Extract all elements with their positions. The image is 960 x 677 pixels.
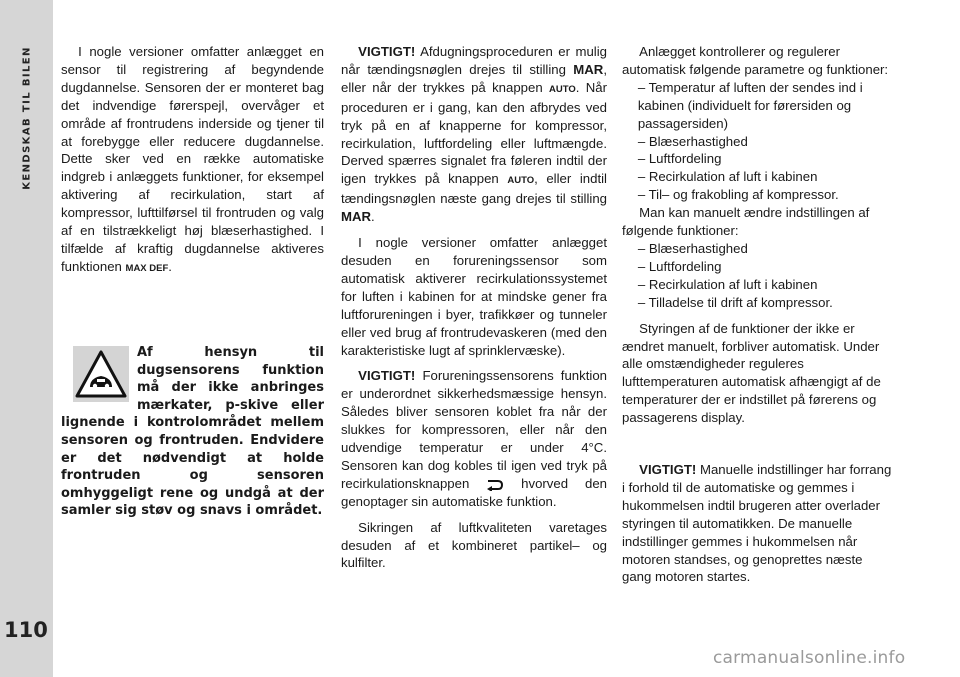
column-1 bbox=[61, 43, 324, 278]
paragraph-pollution-sensor: I nogle versioner omfatter anlægget desuden en forureningssensor som automatisk aktiverer recirkulationssystemet for luften i kabinen for at mindske gener fra luftforureningen i byer, trafikkøer og tunneler eller ved brug af frontrudevaskeren (med den karakteristiske lugt af sprinklervæske). bbox=[341, 235, 607, 358]
paragraph-control: Styringen af de funktioner der ikke er ændret manuelt, forbliver automatisk. Under alle omstændigheder reguleres lufttemperaturen automatisk afhængigt af de temperaturer der er indstillet på førerens og passagerens display. bbox=[622, 320, 881, 426]
watermark: carmanualsonline.info bbox=[713, 648, 906, 668]
warning-icon bbox=[73, 346, 129, 402]
sidebar bbox=[0, 0, 53, 677]
paragraph-important-3: VIGTIGT! Manuelle indstillinger har forrang i forhold til de automatiske og gemmes i hukommelsen indtil brugeren atter overlader styringen til automatikken. De manuelle indstillinger gemmes i hukommelsen når motoren standses, og genoprettes næste gang motoren startes. bbox=[622, 462, 892, 585]
column-2 bbox=[341, 43, 607, 572]
list-item: – Recirkulation af luft i kabinen bbox=[637, 276, 818, 292]
list-item: – Temperatur af luften der sendes ind i kabinen (individuelt for førersiden og passagersiden) bbox=[637, 79, 863, 131]
recirculation-icon bbox=[486, 478, 504, 491]
warning-box bbox=[61, 344, 324, 520]
page-number: 110 bbox=[4, 618, 48, 642]
paragraph-filter: Sikringen af luftkvaliteten varetages desuden af et kombineret partikel– og kulfilter. bbox=[341, 519, 607, 571]
paragraph-auto-intro: Anlægget kontrollerer og regulerer automatisk følgende parametre og funktioner: bbox=[622, 44, 889, 77]
column-3 bbox=[622, 43, 893, 586]
list-item: – Tilladelse til drift af kompressor. bbox=[637, 294, 833, 310]
list-item: – Luftfordeling bbox=[637, 258, 722, 274]
list-item: – Blæserhastighed bbox=[637, 133, 748, 149]
paragraph-important-1: VIGTIGT! Afdugningsproceduren er mulig når tændingsnøglen drejes til stilling MAR, eller når der trykkes på knappen AUTO. Når proceduren er i gang, kan den afbrydes ved tryk på en af knapperne for kompressor, recirkulation, luftfordeling eller luftmængde. Derved spærres signalet fra føleren indtil der igen trykkes på knappen AUTO, eller indtil tændingsnøglen næste gang drejes til stilling MAR. bbox=[341, 44, 608, 225]
list-item: – Recirkulation af luft i kabinen bbox=[637, 169, 818, 185]
section-label: KENDSKAB TIL BILEN bbox=[21, 46, 33, 190]
paragraph-important-2: VIGTIGT! Forureningssensorens funktion er underordnet sikkerhedsmæssige hensyn. Således bliver sensoren koblet fra når der slukkes for kompressoren, eller når den udvendige temperatur er under 4°C. Sensoren kan dog kobles til igen ved tryk på recirkulationsknappen hvorved den genoptager sin automatiske funktion. bbox=[341, 368, 607, 509]
list-item: – Luftfordeling bbox=[637, 151, 722, 167]
warning-text: Af hensyn til dugsensorens funktion må der ikke anbringes mærkater, p-skive eller lignende i kontrolområdet mellem sensoren og frontruden. Endvidere er det nødvendigt at holde frontruden og sensoren omhyggeligt rene og undgå at der samler sig støv og snavs i området. bbox=[61, 345, 324, 519]
paragraph-dew-sensor: I nogle versioner omfatter anlægget en sensor til registrering af begyndende dugdannelse. Sensoren der er monteret bag det indvendige førerspejl, overvåger et område af frontrudens inderside og tjener til at forebygge eller reducere dugdannelse. Dette sker ved en række automatiske indgreb i anlæggets funktioner, for eksempel aktivering af recirkulation, start af kompressor, lufttilførsel til frontruden og valg af en tilstrækkeligt høj blæserhastighed. I tilfælde af kraftig dugdannelse aktiveres funktionen MAX DEF. bbox=[61, 44, 324, 274]
paragraph-manual-intro: Man kan manuelt ændre indstillingen af følgende funktioner: bbox=[622, 205, 870, 239]
list-item: – Blæserhastighed bbox=[637, 240, 748, 256]
list-item: – Til– og frakobling af kompressor. bbox=[637, 187, 839, 203]
